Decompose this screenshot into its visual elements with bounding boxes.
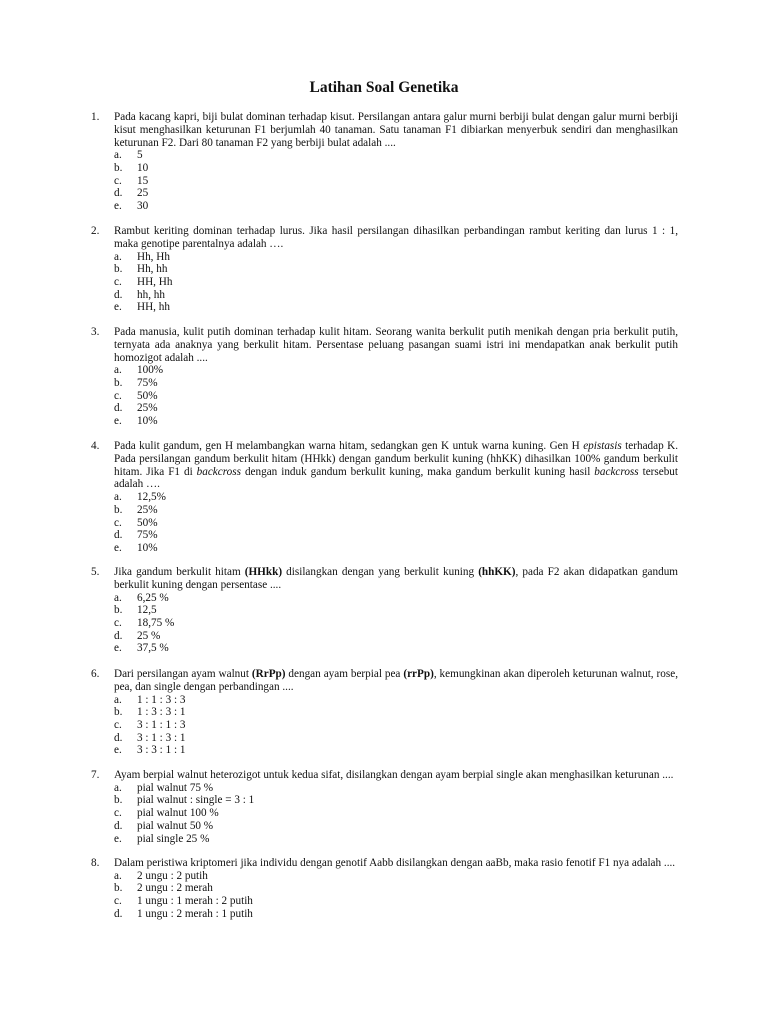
option-b [91, 162, 678, 175]
option-text: pial walnut : single = 3 : 1 [137, 794, 255, 807]
question-number: 6. [91, 668, 100, 680]
option-letter: d. [114, 629, 123, 642]
option-letter: c. [114, 718, 122, 731]
stem-segment-bold: (rrPp) [403, 668, 434, 680]
option-text: 15 [137, 174, 149, 187]
option-letter: c. [114, 616, 122, 629]
option-text: 50% [137, 389, 158, 402]
option-letter: c. [114, 516, 122, 529]
option-d [91, 908, 678, 921]
stem-segment: dengan induk gandum berkulit kuning, maka gandum berkulit kuning hasil [240, 465, 595, 478]
option-b [91, 263, 678, 276]
option-letter: d. [114, 288, 123, 301]
stem-segment: , kemungkinan akan diperoleh keturunan walnut, rose, pea, dan single dengan perbandingan .... [114, 668, 678, 693]
question-text: Rambut keriting dominan terhadap lurus. Jika hasil persilangan dihasilkan perbandingan rambut keriting dan lurus 1 : 1, maka genotipe parentalnya adalah …. [114, 225, 678, 250]
option-text: 25% [137, 503, 158, 516]
question-stem [91, 225, 678, 251]
option-d [91, 820, 678, 833]
option-list [91, 870, 678, 921]
option-a [91, 491, 678, 504]
question-text [114, 440, 678, 490]
option-a [91, 364, 678, 377]
question-stem [91, 668, 678, 694]
option-letter: d. [114, 529, 123, 542]
option-text: 18,75 % [137, 616, 175, 629]
option-a [91, 149, 678, 162]
question-number: 7. [91, 769, 100, 781]
question-6 [91, 668, 678, 757]
option-text: hh, hh [137, 288, 165, 301]
option-letter: e. [114, 744, 122, 757]
option-letter: a. [114, 781, 122, 794]
option-letter: a. [114, 364, 122, 377]
question-number: 3. [91, 326, 100, 338]
option-b [91, 604, 678, 617]
option-letter: e. [114, 415, 122, 428]
stem-segment-bold: (RrPp) [251, 668, 286, 680]
option-text: 30 [137, 200, 149, 213]
option-list [91, 149, 678, 212]
option-text: Hh, Hh [137, 250, 170, 263]
question-stem [91, 769, 678, 782]
question-text: Pada kacang kapri, biji bulat dominan terhadap kisut. Persilangan antara galur murni berbiji bulat dengan galur murni berbiji kisut menghasilkan keturunan F1 berjumlah 40 tanaman. Satu tanaman F1 dibiarkan menyerbuk sendiri dan menghasilkan keturunan F2. Dari 80 tanaman F2 yang berbiji bulat adalah .... [114, 111, 678, 149]
question-text [114, 566, 678, 591]
option-letter: b. [114, 706, 123, 719]
option-text: 5 [137, 149, 143, 162]
option-a [91, 782, 678, 795]
option-text: 12,5% [137, 491, 166, 504]
stem-segment-bold: (hhKK) [478, 566, 516, 578]
option-text: pial single 25 % [137, 832, 210, 845]
option-e [91, 200, 678, 213]
option-c [91, 895, 678, 908]
option-letter: c. [114, 174, 122, 187]
option-d [91, 187, 678, 200]
option-e [91, 542, 678, 555]
option-text: 1 : 1 : 3 : 3 [137, 693, 186, 706]
option-letter: e. [114, 642, 122, 655]
option-letter: e. [114, 541, 122, 554]
question-number: 2. [91, 225, 100, 237]
question-number: 1. [91, 111, 100, 123]
question-text [114, 668, 678, 693]
option-letter: b. [114, 882, 123, 895]
stem-segment: dengan ayam berpial pea [285, 668, 404, 680]
option-text: 3 : 1 : 1 : 3 [137, 718, 186, 731]
option-d [91, 289, 678, 302]
question-5 [91, 566, 678, 655]
option-letter: e. [114, 301, 122, 314]
question-number: 4. [91, 440, 100, 452]
option-d [91, 402, 678, 415]
question-stem [91, 111, 678, 149]
question-1 [91, 111, 678, 213]
option-a [91, 592, 678, 605]
option-letter: b. [114, 604, 123, 617]
option-b [91, 794, 678, 807]
option-letter: d. [114, 907, 123, 920]
option-letter: d. [114, 187, 123, 200]
option-text: pial walnut 100 % [137, 807, 219, 820]
option-letter: b. [114, 794, 123, 807]
option-a [91, 694, 678, 707]
option-c [91, 719, 678, 732]
stem-segment: , pada F2 akan didapatkan gandum berkulit kuning dengan persentase .... [114, 566, 678, 591]
question-3 [91, 326, 678, 428]
option-c [91, 390, 678, 403]
option-text: HH, hh [137, 301, 170, 314]
question-number: 8. [91, 857, 100, 869]
option-text: pial walnut 50 % [137, 819, 214, 832]
stem-segment-italic: epistasis [583, 440, 622, 452]
question-text: Pada manusia, kulit putih dominan terhadap kulit hitam. Seorang wanita berkulit putih menikah dengan pria berkulit putih, ternyata ada anaknya yang berkulit hitam. Persentase peluang pasangan suami istri ini mendapatkan anak berkulit putih homozigot adalah .... [114, 326, 678, 364]
stem-segment: Pada kulit gandum, gen H melambangkan warna hitam, sedangkan gen K untuk warna kuning. Gen H [114, 440, 584, 452]
option-d [91, 630, 678, 643]
option-e [91, 301, 678, 314]
option-text: 1 : 3 : 3 : 1 [137, 706, 186, 719]
option-c [91, 807, 678, 820]
option-text: 10% [137, 415, 158, 428]
stem-segment: Jika gandum berkulit hitam [114, 566, 245, 578]
option-letter: b. [114, 263, 123, 276]
option-letter: a. [114, 250, 122, 263]
option-b [91, 882, 678, 895]
option-letter: a. [114, 693, 122, 706]
question-8 [91, 857, 678, 921]
option-a [91, 251, 678, 264]
option-e [91, 415, 678, 428]
option-text: 50% [137, 516, 158, 529]
option-letter: e. [114, 200, 122, 213]
option-text: 3 : 1 : 3 : 1 [137, 731, 186, 744]
option-text: 2 ungu : 2 merah [137, 882, 213, 895]
option-letter: c. [114, 389, 122, 402]
option-letter: a. [114, 591, 122, 604]
page-title: Latihan Soal Genetika [309, 79, 459, 96]
question-stem [91, 857, 678, 870]
option-letter: c. [114, 895, 122, 908]
option-e [91, 833, 678, 846]
option-text: 25% [137, 402, 158, 415]
option-text: 10 [137, 162, 149, 175]
option-a [91, 870, 678, 883]
stem-segment: disilangkan dengan yang berkulit kuning [282, 566, 479, 578]
option-list [91, 592, 678, 655]
option-b [91, 504, 678, 517]
option-letter: a. [114, 149, 122, 162]
option-text: 10% [137, 541, 158, 554]
option-letter: d. [114, 819, 123, 832]
option-letter: b. [114, 162, 123, 175]
option-list [91, 491, 678, 554]
option-e [91, 642, 678, 655]
option-e [91, 744, 678, 757]
option-letter: a. [114, 491, 122, 504]
stem-segment: terhadap K. Pada persilangan gandum berkulit hitam (HHkk) dengan gandum berkulit kuning (hhKK) dihasilkan 100% gandum berkulit hitam. Jika F1 di [114, 440, 679, 478]
option-letter: a. [114, 869, 122, 882]
option-letter: e. [114, 832, 122, 845]
option-text: 1 ungu : 1 merah : 2 putih [137, 895, 253, 908]
option-text: 2 ungu : 2 putih [137, 869, 208, 882]
question-2 [91, 225, 678, 314]
stem-segment-italic: backcross [594, 465, 639, 478]
option-letter: b. [114, 503, 123, 516]
stem-segment-bold: (HHkk) [244, 566, 283, 578]
question-stem [91, 440, 678, 491]
option-b [91, 706, 678, 719]
option-text: 12,5 [137, 604, 157, 617]
option-text: 25 % [137, 629, 161, 642]
option-text: 25 [137, 187, 149, 200]
question-text: Ayam berpial walnut heterozigot untuk kedua sifat, disilangkan dengan ayam berpial single akan menghasilkan keturunan .... [114, 769, 674, 781]
option-letter: c. [114, 807, 122, 820]
question-stem [91, 326, 678, 364]
option-list [91, 694, 678, 757]
option-text: 1 ungu : 2 merah : 1 putih [137, 907, 253, 920]
option-b [91, 377, 678, 390]
option-c [91, 276, 678, 289]
stem-segment: Dari persilangan ayam walnut [114, 668, 252, 680]
option-letter: d. [114, 402, 123, 415]
option-letter: b. [114, 377, 123, 390]
option-text: 75% [137, 377, 158, 390]
option-c [91, 175, 678, 188]
question-4 [91, 440, 678, 555]
option-text: pial walnut 75 % [137, 781, 214, 794]
question-number: 5. [91, 566, 100, 578]
option-list [91, 782, 678, 845]
option-list [91, 251, 678, 314]
question-stem [91, 566, 678, 592]
option-text: HH, Hh [137, 275, 173, 288]
option-list [91, 364, 678, 427]
option-d [91, 732, 678, 745]
stem-segment: tersebut adalah …. [114, 465, 678, 491]
option-text: 100% [137, 364, 164, 377]
stem-segment-italic: backcross [196, 465, 241, 478]
option-text: 75% [137, 529, 158, 542]
option-d [91, 529, 678, 542]
option-c [91, 517, 678, 530]
option-text: 6,25 % [137, 591, 169, 604]
option-letter: c. [114, 275, 122, 288]
option-text: Hh, hh [137, 263, 168, 276]
option-letter: d. [114, 731, 123, 744]
option-c [91, 617, 678, 630]
question-text: Dalam peristiwa kriptomeri jika individu dengan genotif Aabb disilangkan dengan aaBb, maka rasio fenotif F1 nya adalah .... [114, 857, 676, 869]
option-text: 37,5 % [137, 642, 169, 655]
option-text: 3 : 3 : 1 : 1 [137, 744, 186, 757]
question-7 [91, 769, 678, 845]
